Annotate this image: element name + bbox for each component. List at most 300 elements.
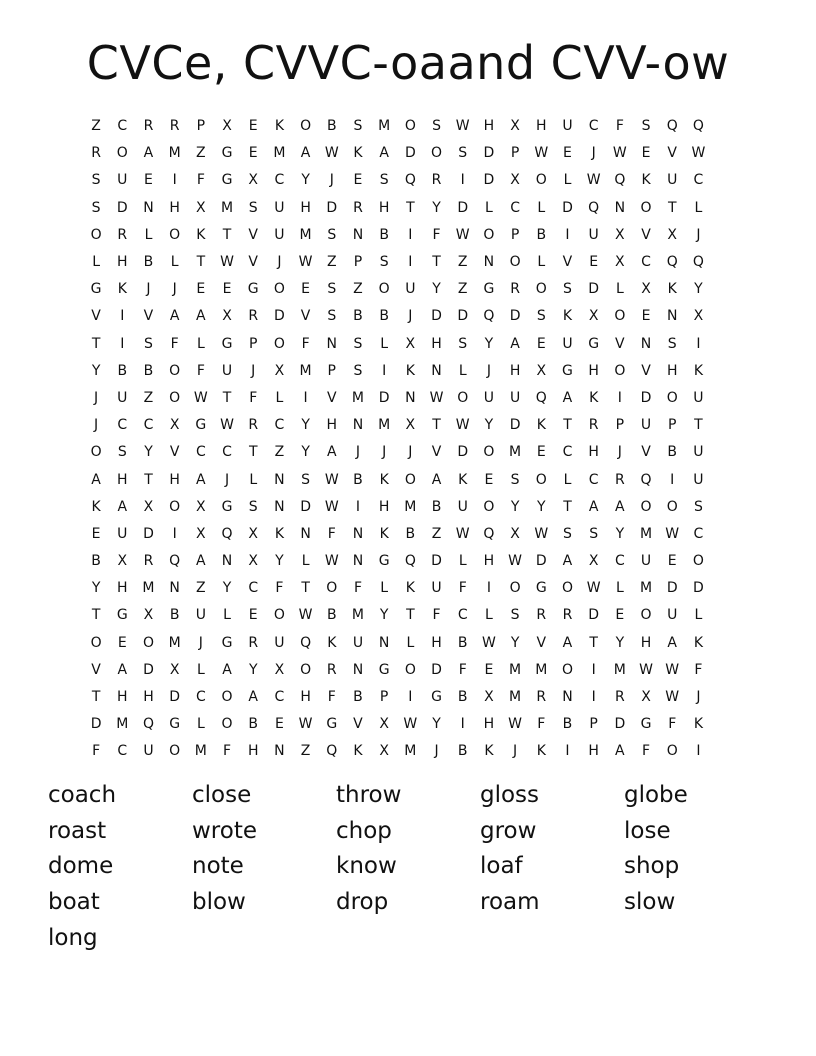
grid-letter: I [382, 362, 387, 379]
grid-letter: V [641, 444, 651, 461]
grid-letter: H [378, 199, 390, 216]
grid-letter: K [589, 389, 599, 406]
grid-letter: O [535, 471, 547, 488]
grid-letter: O [404, 661, 416, 678]
grid-letter: V [641, 226, 651, 243]
grid-letter: W [324, 145, 339, 162]
grid-letter: E [563, 145, 572, 162]
grid-letter: W [665, 689, 680, 706]
grid-letter: R [169, 118, 180, 135]
grid-letter: N [431, 362, 442, 379]
grid-letter: K [562, 308, 573, 325]
grid-letter: F [301, 335, 310, 352]
grid-letter: V [143, 308, 154, 325]
grid-row [83, 738, 712, 765]
grid-letter: N [666, 308, 678, 325]
grid-letter: J [94, 417, 99, 434]
grid-letter: F [694, 661, 703, 678]
grid-letter: W [534, 145, 549, 162]
grid-letter: O [431, 145, 443, 162]
grid-row [83, 358, 712, 385]
grid-letter: A [510, 335, 520, 352]
grid-letter: V [353, 716, 363, 733]
grid-letter: H [483, 553, 495, 570]
grid-letter: X [484, 689, 494, 706]
grid-letter: X [379, 743, 389, 760]
grid-letter: X [248, 172, 259, 189]
grid-letter: X [196, 199, 206, 216]
grid-letter: V [300, 308, 311, 325]
grid-letter: V [536, 634, 547, 651]
grid-letter: E [641, 308, 651, 325]
grid-letter: O [640, 199, 652, 216]
grid-letter: M [116, 716, 129, 733]
grid-letter: T [432, 254, 441, 271]
grid-letter: R [91, 145, 101, 162]
grid-letter: N [640, 335, 652, 352]
grid-letter: E [536, 335, 546, 352]
grid-letter: D [588, 607, 600, 624]
grid-row [83, 113, 712, 140]
grid-letter: Y [432, 281, 441, 298]
grid-letter: X [248, 525, 259, 542]
grid-letter: N [221, 553, 233, 570]
grid-letter: T [91, 689, 101, 706]
grid-letter: P [589, 716, 598, 733]
grid-letter: C [562, 444, 573, 461]
word-bank-item: roast [48, 817, 107, 844]
grid-letter: Y [248, 661, 258, 678]
grid-letter: S [248, 498, 258, 515]
grid-letter: W [481, 634, 496, 651]
grid-letter: I [486, 580, 491, 597]
grid-row [83, 575, 712, 602]
grid-letter: A [117, 498, 128, 515]
grid-letter: S [693, 498, 703, 515]
grid-letter: Q [483, 308, 495, 325]
word-bank-item: note [192, 853, 244, 880]
grid-letter: D [666, 580, 678, 597]
grid-letter: W [324, 498, 339, 515]
grid-letter: H [588, 743, 599, 760]
grid-letter: K [405, 362, 415, 379]
grid-letter: B [353, 471, 363, 488]
grid-letter: C [117, 118, 128, 135]
grid-letter: B [326, 607, 337, 624]
grid-row [83, 167, 712, 194]
grid-letter: Y [694, 281, 703, 298]
grid-letter: Z [431, 525, 442, 542]
grid-letter: O [169, 226, 181, 243]
grid-letter: F [668, 716, 677, 733]
grid-letter: A [667, 634, 677, 651]
grid-letter: B [91, 553, 101, 570]
grid-letter: T [563, 417, 572, 434]
grid-letter: X [196, 498, 206, 515]
grid-letter: O [169, 498, 181, 515]
grid-letter: N [405, 389, 416, 406]
grid-letter: H [169, 199, 180, 216]
grid-letter: H [483, 716, 495, 733]
grid-letter: H [117, 254, 128, 271]
grid-letter: W [534, 525, 549, 542]
grid-letter: Q [535, 389, 547, 406]
grid-letter: P [510, 226, 520, 243]
grid-letter: Z [91, 118, 101, 135]
grid-letter: D [509, 308, 521, 325]
grid-letter: L [615, 580, 624, 597]
grid-letter: U [405, 281, 416, 298]
grid-letter: H [431, 335, 442, 352]
grid-letter: D [588, 281, 600, 298]
grid-letter: E [274, 716, 284, 733]
grid-letter: E [667, 553, 677, 570]
grid-letter: I [408, 254, 413, 271]
grid-letter: M [509, 661, 522, 678]
grid-letter: Q [404, 172, 416, 189]
grid-letter: A [169, 308, 180, 325]
grid-letter: O [483, 226, 495, 243]
grid-letter: D [693, 580, 704, 597]
grid-letter: A [326, 444, 337, 461]
grid-letter: N [352, 661, 364, 678]
grid-letter: D [457, 199, 469, 216]
grid-letter: R [353, 199, 363, 216]
grid-row [83, 140, 712, 167]
grid-letter: O [535, 172, 547, 189]
grid-letter: E [301, 281, 311, 298]
grid-letter: I [565, 226, 570, 243]
grid-letter: L [537, 199, 546, 216]
grid-letter: O [90, 444, 102, 461]
grid-letter: U [640, 417, 652, 434]
grid-letter: U [431, 580, 442, 597]
grid-row [83, 222, 712, 249]
grid-letter: D [378, 389, 390, 406]
grid-letter: A [615, 498, 625, 515]
grid-letter: O [169, 362, 181, 379]
grid-letter: W [508, 553, 523, 570]
grid-letter: K [274, 118, 284, 135]
grid-letter: D [457, 308, 469, 325]
grid-letter: O [169, 743, 181, 760]
grid-letter: G [221, 145, 233, 162]
grid-letter: C [274, 689, 285, 706]
grid-letter: M [168, 634, 181, 651]
grid-letter: U [483, 389, 495, 406]
grid-letter: K [667, 281, 677, 298]
grid-letter: D [116, 199, 128, 216]
grid-letter: F [327, 525, 336, 542]
grid-letter: H [509, 362, 521, 379]
grid-letter: P [353, 254, 363, 271]
grid-letter: K [353, 145, 363, 162]
grid-letter: B [431, 498, 442, 515]
grid-letter: Y [484, 335, 494, 352]
grid-letter: X [615, 226, 625, 243]
grid-letter: L [196, 661, 205, 678]
grid-letter: D [483, 172, 495, 189]
grid-letter: F [458, 580, 467, 597]
grid-letter: Y [484, 417, 494, 434]
puzzle-title: CVCe, CVVC-oaand CVV-ow [86, 36, 730, 90]
grid-row [83, 494, 712, 521]
grid-letter: W [639, 661, 653, 678]
grid-letter: I [670, 471, 675, 488]
grid-letter: J [94, 389, 99, 406]
grid-letter: P [379, 689, 389, 706]
grid-letter: I [460, 172, 465, 189]
grid-letter: N [352, 417, 364, 434]
grid-letter: E [589, 254, 599, 271]
grid-letter: O [300, 661, 312, 678]
grid-letter: S [589, 525, 599, 542]
grid-letter: E [248, 118, 258, 135]
grid-letter: K [353, 743, 363, 760]
grid-letter: E [615, 607, 625, 624]
grid-letter: T [406, 607, 415, 624]
grid-letter: F [615, 118, 624, 135]
grid-letter: G [588, 335, 600, 352]
grid-letter: C [274, 417, 285, 434]
grid-letter: A [222, 661, 232, 678]
grid-letter: K [641, 172, 651, 189]
grid-letter: I [355, 498, 361, 515]
grid-letter: M [351, 389, 365, 406]
grid-letter: W [665, 525, 680, 542]
grid-letter: R [248, 308, 259, 325]
grid-letter: H [247, 743, 259, 760]
grid-letter: L [458, 553, 467, 570]
grid-letter: H [117, 580, 128, 597]
grid-letter: A [379, 145, 389, 162]
grid-letter: F [196, 362, 205, 379]
grid-letter: R [536, 607, 547, 624]
grid-letter: B [353, 308, 363, 325]
word-bank-item: loaf [480, 853, 523, 880]
grid-letter: M [535, 661, 548, 678]
grid-letter: N [143, 199, 154, 216]
grid-letter: R [143, 118, 154, 135]
grid-letter: C [117, 417, 128, 434]
grid-letter: X [143, 498, 154, 515]
grid-letter: K [536, 743, 546, 760]
grid-letter: C [614, 553, 625, 570]
grid-letter: B [143, 362, 154, 379]
grid-letter: T [222, 389, 232, 406]
grid-letter: K [693, 634, 703, 651]
grid-letter: H [378, 498, 390, 515]
grid-letter: X [510, 172, 520, 189]
grid-letter: R [536, 689, 547, 706]
grid-letter: B [536, 226, 547, 243]
grid-letter: N [169, 580, 180, 597]
grid-letter: L [615, 281, 624, 298]
grid-letter: S [510, 607, 520, 624]
grid-letter: R [614, 689, 625, 706]
grid-letter: U [588, 226, 599, 243]
grid-letter: M [378, 417, 391, 434]
grid-letter: X [667, 226, 678, 243]
grid-letter: U [117, 525, 128, 542]
grid-letter: D [90, 716, 102, 733]
grid-letter: F [432, 226, 441, 243]
grid-letter: K [379, 525, 389, 542]
grid-letter: I [408, 689, 413, 706]
grid-letter: D [431, 661, 442, 678]
grid-letter: A [196, 553, 206, 570]
grid-letter: I [408, 226, 413, 243]
grid-letter: W [455, 417, 470, 434]
grid-letter: S [379, 254, 389, 271]
grid-letter: F [196, 172, 205, 189]
grid-letter: K [693, 362, 703, 379]
grid-letter: H [300, 689, 311, 706]
grid-row [83, 412, 712, 439]
grid-letter: I [303, 389, 308, 406]
grid-letter: O [483, 444, 495, 461]
grid-letter: L [301, 553, 310, 570]
grid-letter: O [378, 281, 390, 298]
grid-letter: N [274, 498, 285, 515]
grid-letter: Z [196, 145, 206, 162]
grid-letter: C [195, 444, 206, 461]
grid-letter: N [562, 689, 573, 706]
grid-letter: P [196, 118, 206, 135]
grid-letter: J [172, 281, 177, 298]
grid-letter: G [247, 281, 259, 298]
grid-letter: G [378, 553, 390, 570]
grid-letter: S [353, 335, 363, 352]
grid-letter: Q [483, 525, 495, 542]
grid-letter: Z [300, 743, 311, 760]
grid-letter: G [640, 716, 652, 733]
grid-letter: L [196, 335, 205, 352]
grid-letter: W [220, 254, 234, 271]
grid-letter: M [194, 743, 207, 760]
grid-letter: J [146, 281, 151, 298]
grid-letter: W [324, 471, 339, 488]
grid-letter: M [168, 145, 181, 162]
grid-letter: U [352, 634, 364, 651]
word-bank-item: drop [336, 889, 389, 916]
grid-letter: Z [353, 281, 363, 298]
grid-letter: X [274, 661, 285, 678]
grid-letter: B [457, 634, 468, 651]
grid-letter: X [615, 254, 625, 271]
grid-letter: V [248, 254, 258, 271]
grid-letter: R [326, 661, 337, 678]
grid-letter: M [299, 226, 312, 243]
grid-letter: Y [379, 607, 389, 624]
grid-letter: E [484, 661, 494, 678]
grid-letter: C [222, 444, 232, 461]
grid-letter: B [667, 444, 678, 461]
grid-letter: K [484, 743, 494, 760]
grid-letter: A [562, 634, 573, 651]
grid-letter: E [91, 525, 101, 542]
grid-letter: L [223, 607, 231, 624]
grid-letter: Y [275, 553, 284, 570]
grid-letter: Y [615, 634, 625, 651]
grid-letter: K [536, 417, 546, 434]
grid-letter: M [273, 145, 286, 162]
grid-letter: T [222, 226, 232, 243]
grid-letter: H [117, 689, 128, 706]
grid-letter: D [535, 553, 547, 570]
grid-letter: D [509, 417, 521, 434]
grid-letter: T [301, 580, 310, 597]
grid-letter: X [169, 417, 180, 434]
grid-letter: D [300, 498, 311, 515]
word-bank-item: boat [48, 889, 100, 916]
grid-letter: D [431, 308, 442, 325]
grid-letter: O [273, 281, 285, 298]
grid-letter: F [170, 335, 179, 352]
grid-letter: I [460, 716, 465, 733]
grid-letter: Z [326, 254, 337, 271]
grid-letter: D [404, 145, 416, 162]
grid-letter: E [484, 471, 494, 488]
grid-letter: G [195, 417, 207, 434]
grid-letter: X [693, 308, 704, 325]
grid-letter: W [665, 661, 680, 678]
grid-letter: X [641, 689, 651, 706]
grid-letter: H [117, 471, 128, 488]
grid-letter: P [327, 362, 336, 379]
grid-letter: X [641, 281, 651, 298]
grid-letter: L [563, 471, 572, 488]
grid-letter: O [90, 226, 102, 243]
word-bank-item: throw [336, 782, 402, 808]
grid-letter: O [457, 389, 469, 406]
grid-letter: I [172, 525, 177, 542]
grid-letter: O [666, 743, 678, 760]
grid-letter: I [591, 689, 596, 706]
grid-letter: O [273, 607, 285, 624]
grid-letter: D [614, 716, 626, 733]
grid-row [83, 303, 712, 330]
grid-letter: M [378, 118, 391, 135]
grid-letter: O [90, 634, 102, 651]
grid-letter: A [562, 553, 573, 570]
grid-letter: S [144, 335, 153, 352]
grid-letter: U [457, 498, 468, 515]
grid-letter: O [614, 308, 626, 325]
grid-letter: F [537, 716, 546, 733]
grid-letter: Q [666, 118, 678, 135]
grid-letter: U [562, 335, 573, 352]
grid-letter: G [562, 362, 573, 379]
grid-letter: W [586, 580, 601, 597]
grid-letter: L [275, 389, 284, 406]
grid-letter: Y [510, 634, 520, 651]
grid-letter: X [510, 525, 520, 542]
grid-letter: O [483, 498, 495, 515]
grid-row [83, 630, 712, 657]
grid-letter: A [143, 145, 154, 162]
grid-letter: T [248, 444, 258, 461]
grid-letter: B [457, 743, 468, 760]
grid-letter: S [117, 444, 127, 461]
grid-letter: B [248, 716, 259, 733]
grid-letter: S [353, 362, 363, 379]
grid-letter: V [667, 145, 677, 162]
grid-letter: R [143, 553, 154, 570]
grid-letter: U [274, 634, 285, 651]
grid-letter: R [248, 634, 259, 651]
grid-letter: E [248, 607, 258, 624]
